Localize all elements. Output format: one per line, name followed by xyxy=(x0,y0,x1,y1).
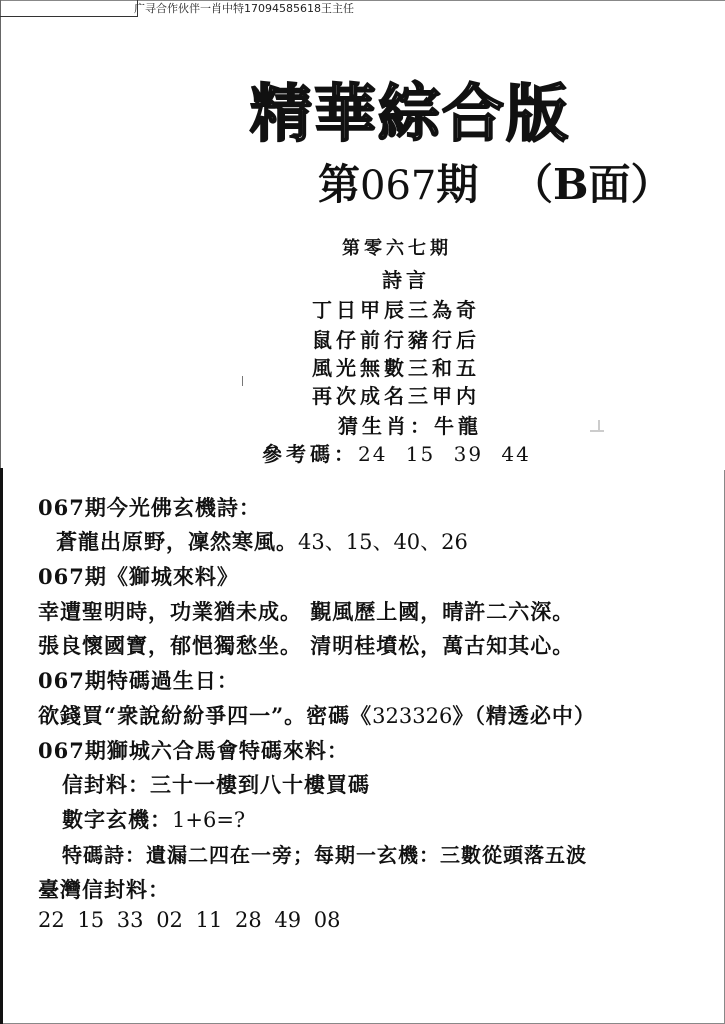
poem-line-4: 再次成名三甲内 xyxy=(312,384,480,408)
lion-city-title: 067期《獅城來料》 xyxy=(38,564,239,589)
special-birthday-title: 067期特碼過生日： xyxy=(38,668,239,693)
horse-club-title: 067期獅城六合馬會特碼來料： xyxy=(38,738,349,763)
poem-line-3: 風光無數三和五 xyxy=(312,356,480,380)
zodiac-label: 猜生肖： xyxy=(338,414,434,438)
taiwan-envelope-title: 臺灣信封料： xyxy=(38,877,170,902)
special-text-b: 》（精透必中） xyxy=(452,703,596,728)
reference-numbers: 24 15 39 44 xyxy=(358,442,531,466)
reference-codes xyxy=(262,438,531,467)
scan-speck xyxy=(242,376,243,386)
envelope-value: 三十一樓到八十樓買碼 xyxy=(150,772,370,797)
digit-value: 1+6=? xyxy=(172,808,246,832)
special-poem-value: 遺漏二四在一旁；每期一玄機：三數從頭落五波 xyxy=(146,843,587,867)
poem-period-heading: 第零六七期 xyxy=(342,238,452,259)
special-poem-line xyxy=(62,839,587,868)
envelope-label: 信封料： xyxy=(62,772,150,797)
poem-line-1: 丁日甲辰三為奇 xyxy=(312,298,480,322)
buddha-text: 蒼龍出原野，凜然寒風。 xyxy=(56,529,298,554)
taiwan-envelope-numbers: 22 15 33 02 11 28 49 08 xyxy=(38,908,341,932)
scan-speck xyxy=(598,420,600,432)
left-border-thick xyxy=(0,468,3,1024)
lion-city-line-2: 張良懷國寶，郁悒獨愁坐。 清明桂墳松，萬古知其心。 xyxy=(38,633,575,658)
issue-number: 067 xyxy=(360,163,437,209)
poem-line-2: 鼠仔前行豬行后 xyxy=(312,328,480,352)
digit-label: 數字玄機： xyxy=(62,807,172,832)
buddha-poem-title xyxy=(38,492,261,522)
special-code: 323326 xyxy=(372,704,453,728)
issue-prefix: 第 xyxy=(318,160,361,209)
digit-mystery-line xyxy=(62,804,245,834)
issue-suffix: 期 xyxy=(436,160,479,209)
lion-city-line-1: 幸遭聖明時，功業猶未成。 覲風歷上國，晴許二六深。 xyxy=(38,599,575,624)
header-corner-box xyxy=(0,0,138,17)
buddha-numbers: 43、15、40、26 xyxy=(298,530,468,554)
envelope-line xyxy=(62,769,370,799)
poem-label: 詩言 xyxy=(382,268,430,292)
page-title: 精華綜合版 xyxy=(250,77,571,150)
reference-label: 參考碼： xyxy=(262,442,358,466)
zodiac-value: 牛龍 xyxy=(434,414,482,438)
issue-side: （B面） xyxy=(511,160,673,209)
special-birthday-line xyxy=(38,700,596,730)
header-contact-note: 广寻合作伙伴一肖中特17094585618王主任 xyxy=(134,2,354,15)
special-text-a: 欲錢買“衆說紛紛爭四一”。密碼《 xyxy=(38,703,373,728)
scan-speck xyxy=(590,430,604,432)
issue-heading xyxy=(318,152,673,212)
zodiac-guess xyxy=(338,410,482,439)
special-poem-label: 特碼詩： xyxy=(62,843,146,867)
buddha-poem-line xyxy=(56,526,468,556)
buddha-title-text: 067期今光佛玄機詩： xyxy=(38,495,261,520)
